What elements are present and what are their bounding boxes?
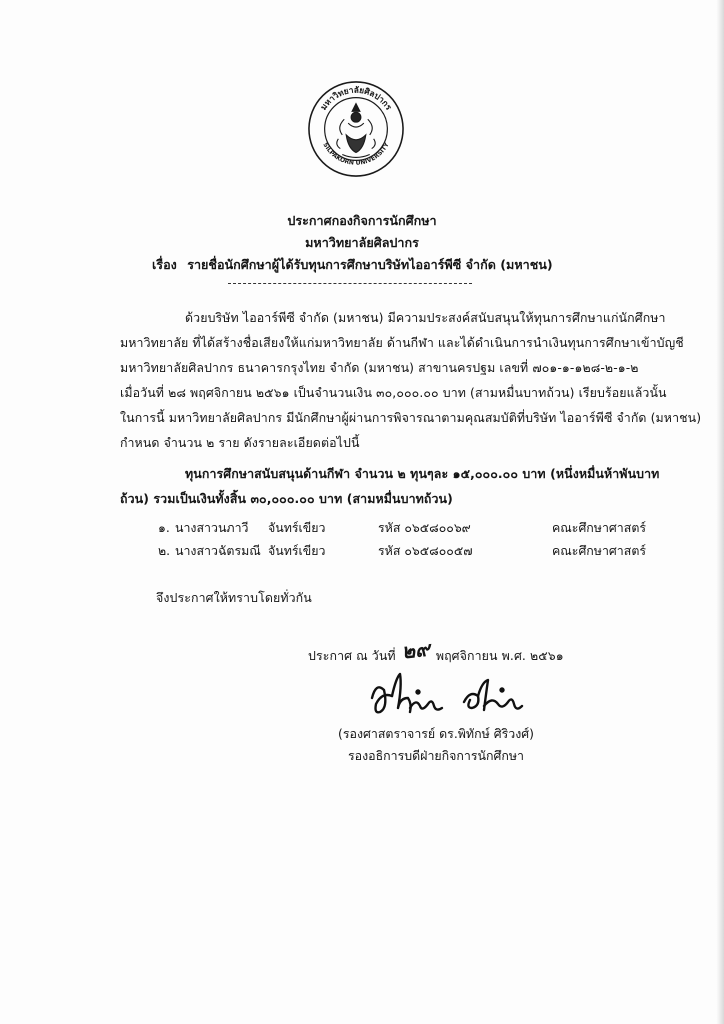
- recipient-name: นางสาวฉัตรมณี: [175, 543, 261, 558]
- recipient-faculty: คณะศึกษาศาสตร์: [552, 520, 647, 535]
- recipient-code: รหัส ๐๖๕๘๐๐๖๙: [378, 520, 471, 535]
- announcement-heading: ประกาศกองกิจการนักศึกษา: [287, 213, 437, 228]
- recipient-faculty: คณะศึกษาศาสตร์: [552, 543, 647, 558]
- university-name: มหาวิทยาลัยศิลปากร: [305, 235, 419, 250]
- paragraph-line: กำหนด จำนวน ๒ ราย ดังรายละเอียดต่อไปนี้: [120, 435, 360, 450]
- recipient-code: รหัส ๐๖๕๘๐๐๕๗: [378, 543, 473, 558]
- signatory-name: (รองศาสตราจารย์ ดร.พิทักษ์ ศิริวงศ์): [338, 726, 534, 741]
- subject-text: รายชื่อนักศึกษาผู้ได้รับทุนการศึกษาบริษัทไออาร์พีซี จำกัด (มหาชน): [187, 257, 553, 272]
- recipient-surname: จันทร์เขียว: [268, 543, 326, 558]
- paragraph-line: ในการนี้ มหาวิทยาลัยศิลปากร มีนักศึกษาผู้ผ่านการพิจารณาตามคุณสมบัติที่บริษัท ไออาร์พีซี จำกัด (มหาชน): [120, 410, 702, 425]
- recipient-surname: จันทร์เขียว: [268, 520, 326, 535]
- date-prefix: ประกาศ ณ วันที่: [308, 648, 396, 663]
- closing-line: จึงประกาศให้ทราบโดยทั่วกัน: [156, 590, 312, 605]
- paragraph-line: มหาวิทยาลัยศิลปากร ธนาคารกรุงไทย จำกัด (มหาชน) สาขานครปฐม เลขที่ ๗๐๑-๑-๑๒๘-๒-๑-๒: [120, 360, 639, 375]
- scan-edge-shadow: [716, 0, 724, 1024]
- paragraph-line: เมื่อวันที่ ๒๘ พฤศจิกายน ๒๕๖๑ เป็นจำนวนเงิน ๓๐,๐๐๐.๐๐ บาท (สามหมื่นบาทถ้วน) เรียบร้อยแล้วนั้น: [120, 385, 667, 400]
- recipient-number: ๒.: [158, 543, 171, 558]
- scholarship-line: ทุนการศึกษาสนับสนุนด้านกีฬา จำนวน ๒ ทุนๆละ ๑๕,๐๐๐.๐๐ บาท (หนึ่งหมื่นห้าพันบาท: [185, 466, 660, 481]
- scholarship-line: ถ้วน) รวมเป็นเงินทั้งสิ้น ๓๐,๐๐๐.๐๐ บาท (สามหมื่นบาทถ้วน): [120, 491, 453, 506]
- seal-english-text: SILPAKORN UNIVERSITY: [321, 141, 391, 167]
- recipient-number: ๑.: [158, 520, 170, 535]
- handwritten-day: ๒๙: [400, 636, 431, 664]
- seal-thai-text: มหาวิทยาลัยศิลปากร: [318, 84, 394, 112]
- signatory-position: รองอธิการบดีฝ่ายกิจการนักศึกษา: [348, 748, 524, 763]
- dashed-divider: [228, 283, 472, 284]
- paragraph-line: ด้วยบริษัท ไออาร์พีซี จำกัด (มหาชน) มีความประสงค์สนับสนุนให้ทุนการศึกษาแก่นักศึกษา: [185, 310, 666, 325]
- announcement-date: [308, 637, 564, 669]
- subject-label: เรื่อง: [152, 257, 177, 272]
- recipient-name: นางสาวนภาวี: [175, 520, 249, 535]
- university-seal-logo: [307, 80, 405, 178]
- date-month-year: พฤศจิกายน พ.ศ. ๒๕๖๑: [435, 648, 564, 663]
- handwritten-signature: [366, 668, 536, 724]
- paragraph-line: มหาวิทยาลัย ที่ได้สร้างชื่อเสียงให้แก่มหาวิทยาลัย ด้านกีฬา และได้ดำเนินการนำเงินทุนการศึกษาเข้าบัญชี: [120, 335, 684, 350]
- subject-line: [152, 255, 553, 275]
